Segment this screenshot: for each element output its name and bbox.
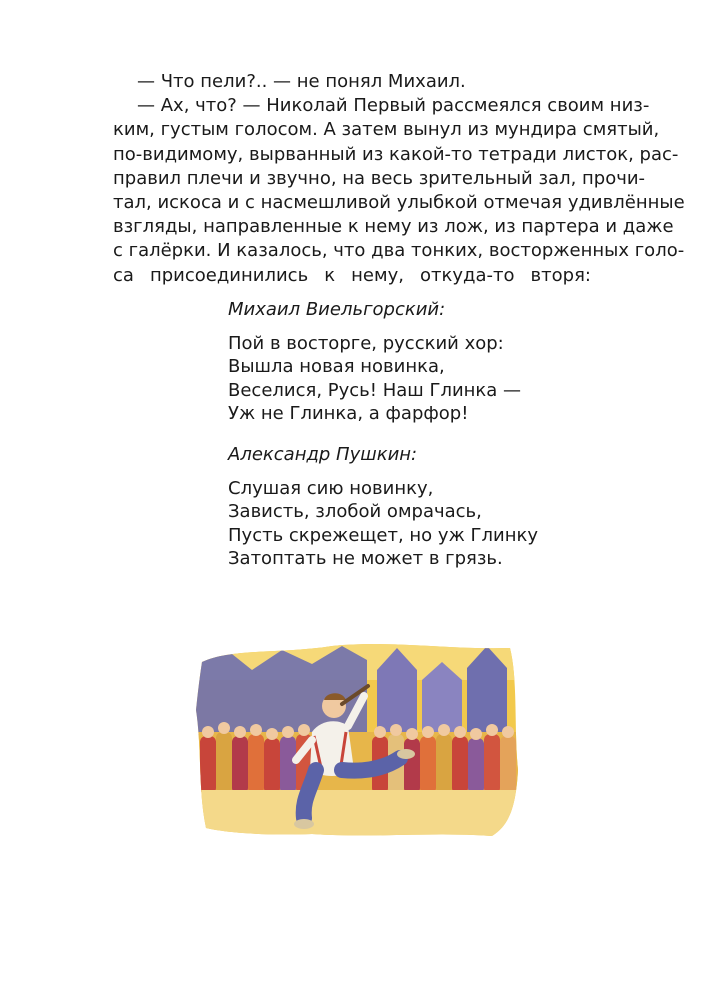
verse-line: Пусть скрежещет, но уж Глинку	[228, 524, 538, 546]
prose-line: тал, искоса и с насмешливой улыбкой отмечая удивлённые	[113, 191, 685, 213]
verse-line: Вышла новая новинка,	[228, 356, 445, 377]
verse-line: Слушая сию новинку,	[228, 477, 434, 499]
prose-line: — Что пели?.. — не понял Михаил.	[137, 71, 466, 92]
prose-line: с галёрки. И казалось, что два тонких, восторженных голо-	[113, 240, 685, 262]
verse-block-vielgorsky	[228, 298, 588, 426]
folk-dancer-illustration	[192, 640, 522, 840]
verse-author: Александр Пушкин:	[228, 444, 418, 465]
verse-line: Затоптать не может в грязь.	[228, 548, 503, 569]
prose-paragraphs	[113, 70, 685, 288]
prose-line: — Ах, что? — Николай Первый рассмеялся своим низ-	[137, 95, 650, 117]
prose-line: по-видимому, вырванный из какой-то тетради листок, рас-	[113, 143, 679, 165]
prose-line: взгляды, направленные к нему из лож, из партера и даже	[113, 216, 674, 238]
verse-line: Уж не Глинка, а фарфор!	[228, 403, 469, 424]
prose-line: правил плечи и звучно, на весь зрительный зал, прочи-	[113, 167, 646, 189]
verse-author: Михаил Виельгорский:	[228, 299, 446, 320]
verse-line: Зависть, злобой омрачась,	[228, 501, 482, 522]
verse-line: Пой в восторге, русский хор:	[228, 332, 504, 354]
verse-line: Веселися, Русь! Наш Глинка —	[228, 379, 522, 401]
verse-block-pushkin	[228, 443, 588, 571]
prose-line: ким, густым голосом. А затем вынул из мундира смятый,	[113, 119, 660, 141]
prose-line: са присоединились к нему, откуда-то вторя:	[113, 264, 591, 286]
